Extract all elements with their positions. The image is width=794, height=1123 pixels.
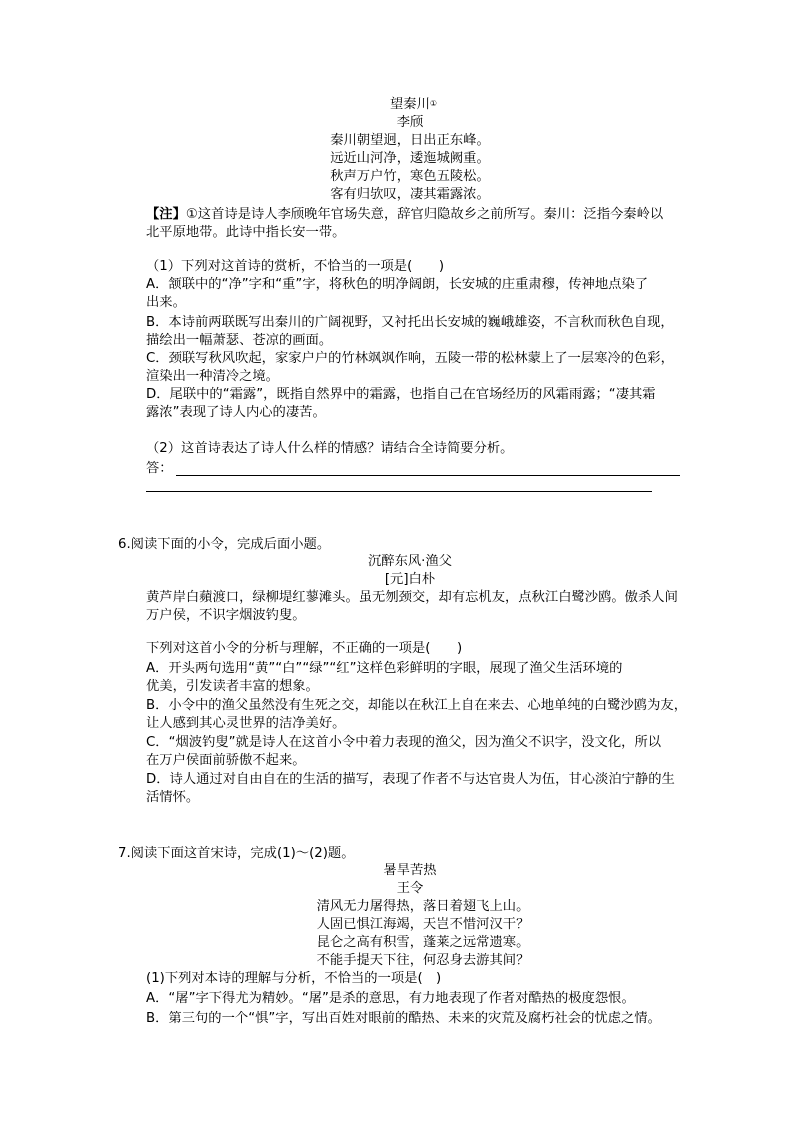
q7-author: 王令 bbox=[396, 881, 424, 896]
q6-option-b-2: 让人感到其心灵世界的洁净美好。 bbox=[146, 716, 346, 731]
q6-text-2: 万户侯，不识字烟波钓叟。 bbox=[146, 608, 306, 623]
q6-option-d-2: 活情怀。 bbox=[146, 790, 200, 805]
q6-heading: 6.阅读下面的小令，完成后面小题。 bbox=[118, 537, 331, 552]
q6-author: [元]白朴 bbox=[384, 572, 436, 587]
poem1-q1-option-d-1: D．尾联中的“霜露”，既指自然界中的霜露，也指自己在官场经历的风霜雨露；“凄其霜 bbox=[146, 387, 656, 402]
q6-option-a-2: 优美，引发读者丰富的想象。 bbox=[146, 679, 319, 694]
poem1-title-text: 望秦川 bbox=[390, 97, 430, 112]
q7-line-1: 清风无力屠得热，落日着翅飞上山。 bbox=[316, 899, 530, 914]
answer-label: 答： bbox=[146, 461, 173, 476]
poem1-line-4: 客有归欤叹，凄其霜露浓。 bbox=[330, 187, 490, 202]
poem1-line-2: 远近山河净，逶迤城阙重。 bbox=[330, 151, 490, 166]
q6-title: 沉醉东风·渔父 bbox=[367, 554, 452, 569]
q6-option-c-2: 在万户侯面前骄傲不起来。 bbox=[146, 753, 306, 768]
footnote-marker: ① bbox=[429, 99, 438, 108]
q6-stem: 下列对这首小令的分析与理解，不正确的一项是( ) bbox=[146, 641, 463, 656]
poem1-line-1: 秦川朝望迥，日出正东峰。 bbox=[330, 133, 490, 148]
q7-q1-stem: (1)下列对本诗的理解与分析，不恰当的一项是( ) bbox=[146, 971, 442, 986]
poem1-q2-stem: （2）这首诗表达了诗人什么样的情感？请结合全诗简要分析。 bbox=[146, 441, 514, 456]
q6-text-1: 黄芦岸白蘋渡口，绿柳堤红蓼滩头。虽无刎颈交，却有忘机友，点秋江白鹭沙鸥。傲杀人间 bbox=[146, 590, 678, 605]
answer-line-2[interactable] bbox=[146, 491, 652, 492]
poem1-q1-option-a-2: 出来。 bbox=[146, 295, 186, 310]
q7-option-b: B．第三句的一个“惧”字，写出百姓对眼前的酷热、未来的灾荒及腐朽社会的忧虑之情。 bbox=[146, 1011, 661, 1026]
q7-line-2: 人固已惧江海竭，天岂不惜河汉干？ bbox=[316, 917, 530, 932]
q7-option-a: A．“屠”字下得尤为精妙。“屠”是杀的意思，有力地表现了作者对酷热的极度怨恨。 bbox=[146, 991, 635, 1006]
poem1-note-line-1 bbox=[146, 206, 663, 224]
poem1-line-3: 秋声万户竹，寒色五陵松。 bbox=[330, 169, 490, 184]
poem1-q1-option-c-1: C．颈联写秋风吹起，家家户户的竹林飒飒作响，五陵一带的松林蒙上了一层寒冷的色彩， bbox=[146, 351, 674, 366]
poem1-title bbox=[390, 96, 437, 114]
q6-option-b-1: B．小令中的渔父虽然没有生死之交，却能以在秋江上自在来去、心地单纯的白鹭沙鸥为友， bbox=[146, 698, 687, 713]
note-label: 【注】 bbox=[146, 207, 186, 222]
poem1-note-line-2: 北平原地带。此诗中指长安一带。 bbox=[146, 225, 346, 240]
q6-option-c-1: C．“烟波钓叟”就是诗人在这首小令中着力表现的渔父，因为渔父不识字，没文化，所以 bbox=[146, 735, 662, 750]
q6-option-d-1: D．诗人通过对自由自在的生活的描写，表现了作者不与达官贵人为伍，甘心淡泊宁静的生 bbox=[146, 772, 675, 787]
poem1-q1-option-d-2: 露浓”表现了诗人内心的凄苦。 bbox=[146, 405, 326, 420]
note-text-1: ①这首诗是诗人李颀晚年官场失意，辞官归隐故乡之前所写。秦川：泛指今秦岭以 bbox=[185, 207, 664, 222]
poem1-q1-option-b-2: 描绘出一幅萧瑟、苍凉的画面。 bbox=[146, 333, 333, 348]
answer-line-1[interactable] bbox=[176, 475, 680, 476]
q7-line-4: 不能手提天下往，何忍身去游其间？ bbox=[316, 953, 530, 968]
q6-option-a-1: A．开头两句选用“黄”“白”“绿”“红”这样色彩鲜明的字眼，展现了渔父生活环境的 bbox=[146, 661, 623, 676]
poem1-q1-option-b-1: B．本诗前两联既写出秦川的广阔视野，又衬托出长安城的巍峨雄姿，不言秋而秋色自现， bbox=[146, 315, 674, 330]
poem1-q1-option-a-1: A．颔联中的“净”字和“重”字，将秋色的明净阔朗，长安城的庄重肃穆，传神地点染了 bbox=[146, 277, 649, 292]
poem1-author: 李颀 bbox=[396, 115, 424, 130]
poem1-q1-option-c-2: 渲染出一种清冷之境。 bbox=[146, 369, 279, 384]
q7-heading: 7.阅读下面这首宋诗，完成(1)～(2)题。 bbox=[118, 846, 355, 861]
poem1-q1-stem: （1）下列对这首诗的赏析，不恰当的一项是( ) bbox=[146, 259, 445, 274]
q7-title: 暑旱苦热 bbox=[383, 863, 437, 878]
q7-line-3: 昆仑之高有积雪，蓬莱之远常遗寒。 bbox=[316, 935, 530, 950]
